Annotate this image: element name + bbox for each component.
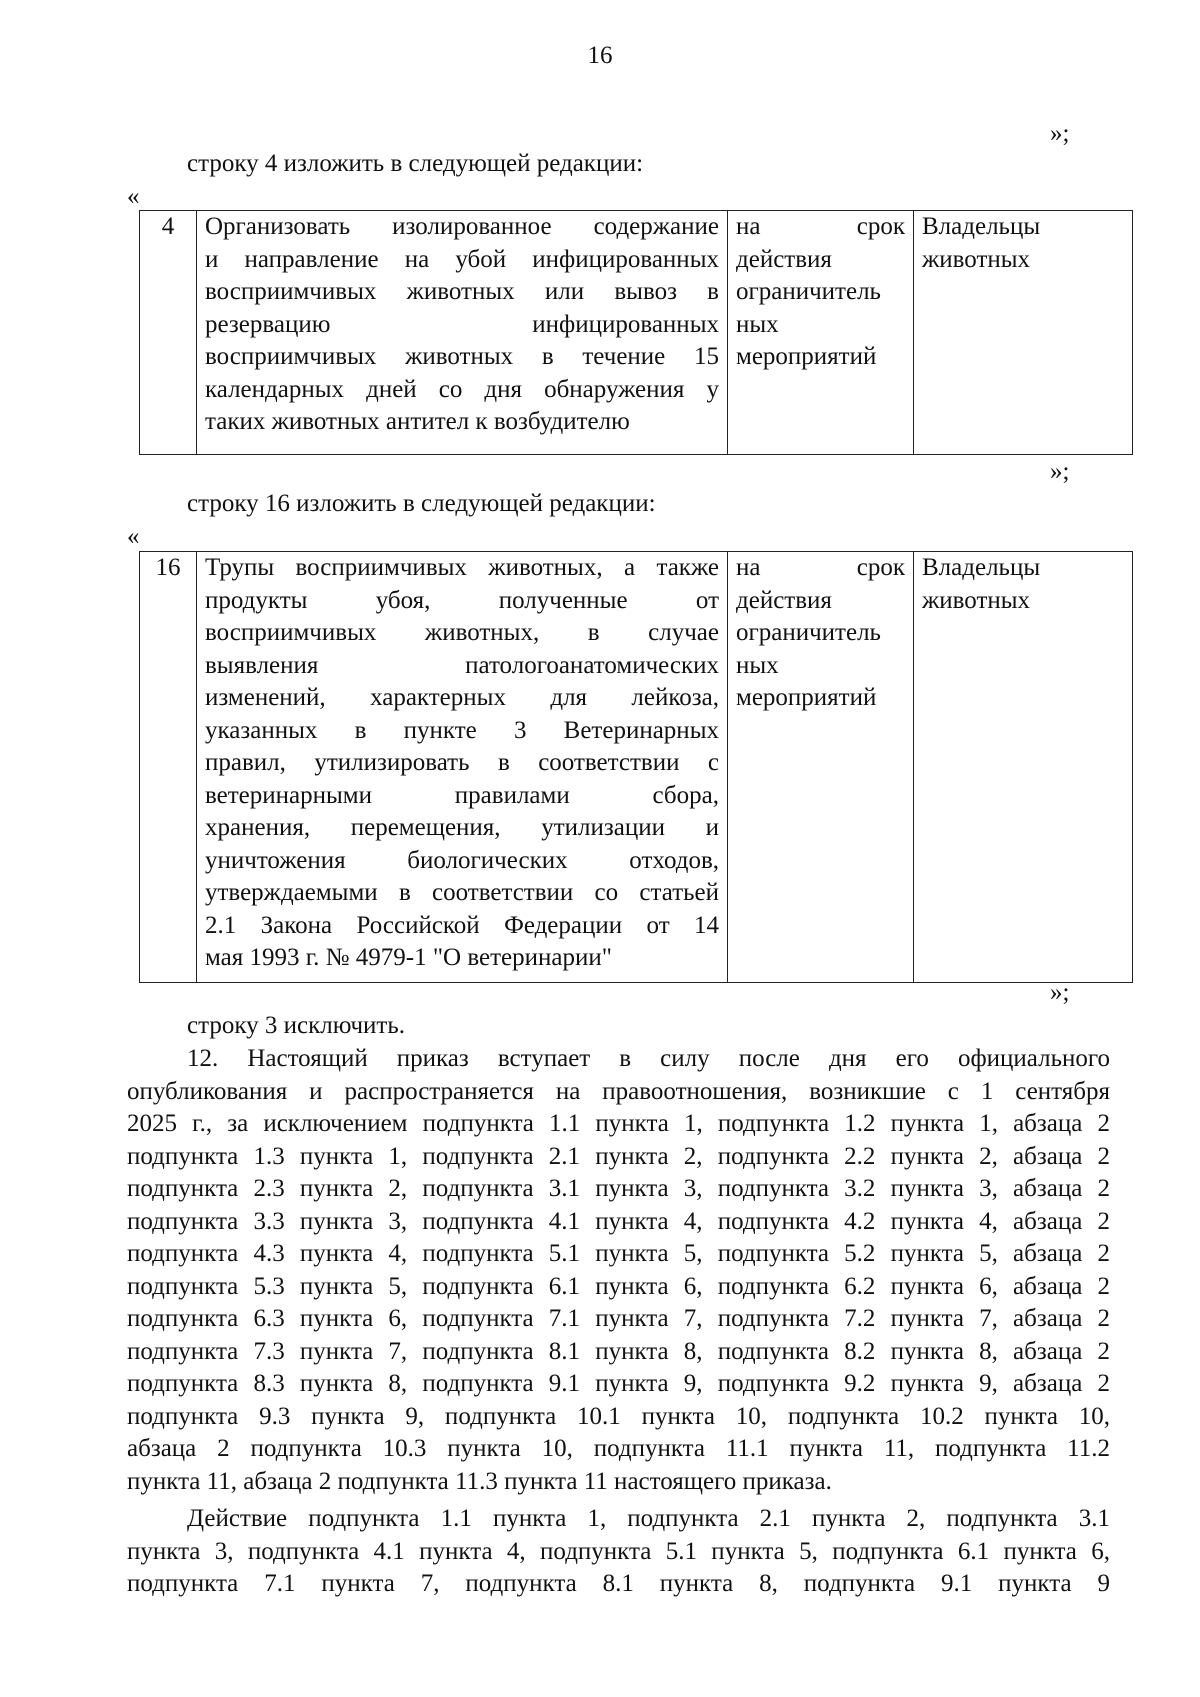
text-line: подпункта 7.1 пункта 7, подпункта 8.1 пункта 8, подпункта 9.1 пункта 9 [127, 1570, 1110, 1597]
text-line: подпункта 2.3 пункта 2, подпункта 3.1 пункта 3, подпункта 3.2 пункта 3, абзаца 2 [127, 1175, 1110, 1202]
text-line: и направление на убой инфицированных [205, 245, 719, 273]
intro-row-16: строку 16 изложить в следующей редакции: [187, 490, 656, 517]
text-line: подпункта 8.3 пункта 8, подпункта 9.1 пункта 9, подпункта 9.2 пункта 9, абзаца 2 [127, 1370, 1110, 1397]
text-line: ных [736, 310, 779, 338]
text-line: восприимчивых животных, в случае [205, 619, 719, 646]
opening-quote-2: « [127, 523, 140, 550]
text-line: ветеринарными правилами сбора, [205, 781, 719, 809]
text-line: подпункта 7.3 пункта 7, подпункта 8.1 пункта 8, подпункта 8.2 пункта 8, абзаца 2 [127, 1337, 1110, 1365]
text-line: ограничитель [736, 278, 881, 305]
table-row-4 [139, 210, 1133, 455]
text-line: календарных дней со дня обнаружения у [205, 375, 719, 403]
text-line: изменений, характерных для лейкоза, [205, 684, 719, 711]
text-line: Действие подпункта 1.1 пункта 1, подпункта 2.1 пункта 2, подпункта 3.1 [187, 1505, 1110, 1532]
text-line: пункта 11, абзаца 2 подпункта 11.3 пункта 11 настоящего приказа. [127, 1467, 832, 1495]
opening-quote-1: « [127, 183, 140, 210]
term-cell [728, 552, 914, 983]
term-cell [728, 211, 914, 455]
text-line: опубликования и распространяется на правоотношения, возникшие с 1 сентября [127, 1077, 1110, 1105]
paragraph-action [127, 1503, 1110, 1601]
text-line: абзаца 2 подпункта 10.3 пункта 10, подпункта 11.1 пункта 11, подпункта 11.2 [127, 1435, 1110, 1462]
row3-exclude: строку 3 исключить. [187, 1012, 405, 1039]
text-line: уничтожения биологических отходов, [205, 846, 719, 874]
text-line: подпункта 6.3 пункта 6, подпункта 7.1 пункта 7, подпункта 7.2 пункта 7, абзаца 2 [127, 1305, 1110, 1332]
text-line: выявления патологоанатомических [205, 651, 719, 679]
text-line: подпункта 5.3 пункта 5, подпункта 6.1 пункта 6, подпункта 6.2 пункта 6, абзаца 2 [127, 1272, 1110, 1300]
responsible-cell [914, 211, 1133, 455]
table-row [140, 211, 1133, 455]
intro-row-4: строку 4 изложить в следующей редакции: [187, 150, 644, 177]
measure-text [197, 552, 728, 983]
responsible-cell [914, 552, 1133, 983]
text-line: таких животных антител к возбудителю [205, 408, 630, 435]
text-line: утверждаемыми в соответствии со статьей [205, 879, 719, 906]
text-line: Трупы восприимчивых животных, а также [205, 554, 719, 581]
closing-quote-3: »; [1050, 979, 1070, 1006]
text-line: хранения, перемещения, утилизации и [205, 814, 719, 841]
text-line: мероприятий [736, 684, 877, 711]
closing-quote-1: »; [1050, 120, 1070, 147]
closing-quote-2: »; [1050, 458, 1070, 485]
text-line: подпункта 3.3 пункта 3, подпункта 4.1 пункта 4, подпункта 4.2 пункта 4, абзаца 2 [127, 1207, 1110, 1235]
text-line: мая 1993 г. № 4979-1 "О ветеринарии" [205, 944, 612, 971]
text-line: ных [736, 651, 779, 679]
row-number: 16 [140, 552, 197, 983]
table-row-16 [139, 551, 1133, 983]
text-line: 12. Настоящий приказ вступает в силу после дня его официального [187, 1045, 1110, 1072]
text-line: подпункта 1.3 пункта 1, подпункта 2.1 пункта 2, подпункта 2.2 пункта 2, абзаца 2 [127, 1142, 1110, 1170]
text-line: Организовать изолированное содержание [205, 213, 719, 240]
text-line: восприимчивых животных или вывоз в [205, 278, 719, 305]
text-line: действия [736, 245, 832, 273]
row-number: 4 [140, 211, 197, 455]
text-line: пункта 3, подпункта 4.1 пункта 4, подпункта 5.1 пункта 5, подпункта 6.1 пункта 6, [127, 1537, 1110, 1565]
text-line: Владельцы [922, 213, 1041, 240]
text-line: мероприятий [736, 343, 877, 370]
text-line: на срок [736, 554, 905, 581]
text-line: действия [736, 586, 832, 614]
table-row [140, 552, 1133, 983]
paragraph-12 [127, 1043, 1110, 1498]
text-line: Владельцы [922, 554, 1041, 581]
text-line: подпункта 4.3 пункта 4, подпункта 5.1 пункта 5, подпункта 5.2 пункта 5, абзаца 2 [127, 1240, 1110, 1267]
text-line: подпункта 9.3 пункта 9, подпункта 10.1 пункта 10, подпункта 10.2 пункта 10, [127, 1402, 1110, 1430]
page-number: 16 [587, 42, 613, 69]
text-line: животных [922, 245, 1031, 273]
text-line: указанных в пункте 3 Ветеринарных [205, 716, 719, 744]
text-line: 2.1 Закона Российской Федерации от 14 [205, 911, 719, 939]
text-line: продукты убоя, полученные от [205, 586, 719, 614]
text-line: восприимчивых животных в течение 15 [205, 343, 719, 370]
text-line: 2025 г., за исключением подпункта 1.1 пункта 1, подпункта 1.2 пункта 1, абзаца 2 [127, 1110, 1110, 1137]
measure-text [197, 211, 728, 455]
text-line: ограничитель [736, 619, 881, 646]
text-line: на срок [736, 213, 905, 240]
text-line: резервацию инфицированных [205, 310, 719, 338]
text-line: правил, утилизировать в соответствии с [205, 749, 719, 776]
text-line: животных [922, 586, 1031, 614]
